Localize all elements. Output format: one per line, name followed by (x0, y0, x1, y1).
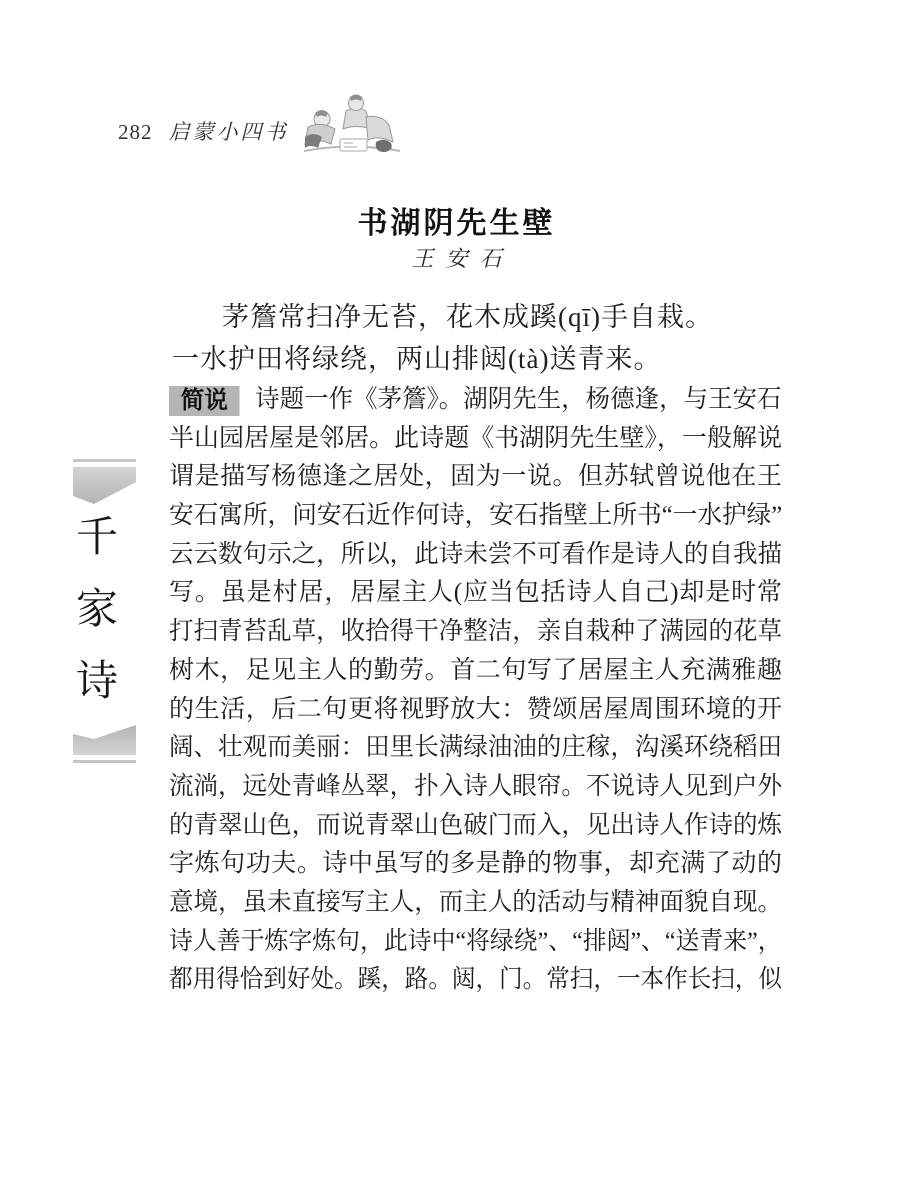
sidebar-bottom-rule (73, 760, 136, 763)
commentary-line: 的生活，后二句更将视野放大：赞颂居屋周围环境的开 (169, 695, 782, 723)
poem-line-2: 一水护田将绿绕，两山排闼(tà)送青来。 (172, 344, 662, 374)
book-title: 启蒙小四书 (168, 120, 289, 144)
commentary-line (169, 381, 782, 420)
commentary-line: 树木，足见主人的勤劳。首二句写了居屋主人充满雅趣 (169, 656, 782, 684)
commentary-line: 半山园居屋是邻居。此诗题《书湖阴先生壁》，一般解说 (169, 424, 782, 452)
commentary-section (169, 381, 782, 1000)
commentary-line: 阔、壮观而美丽：田里长满绿油油的庄稼，沟溪环绕稻田 (169, 734, 783, 762)
poem-title: 书湖阴先生壁 (357, 207, 556, 240)
commentary-line: 字炼句功夫。诗中虽写的多是静的物事，却充满了动的 (169, 850, 782, 878)
commentary-line: 都用得恰到好处。蹊，路。闼，门。常扫，一本作长扫，似 (169, 966, 783, 994)
poem-author: 王安石 (411, 246, 514, 271)
sidebar-bottom-ribbon-icon (73, 723, 136, 756)
commentary-line: 打扫青苔乱草，收拾得干净整洁，亲自栽种了满园的花草 (169, 618, 783, 646)
commentary-line: 的青翠山色，而说青翠山色破门而入，见出诗人作诗的炼 (169, 811, 783, 839)
poem-line-1: 茅簷常扫净无苔，花木成蹊(qī)手自栽。 (222, 302, 713, 332)
commentary-line: 谓是描写杨德逢之居处，固为一说。但苏轼曾说他在王 (169, 463, 782, 491)
commentary-line: 安石寓所，问安石近作何诗，安石指壁上所书“一水护绿” (169, 502, 783, 530)
series-title-vertical: 千家诗 (70, 514, 116, 730)
commentary-text: 诗题一作《茅簷》。湖阴先生，杨德逢，与王安石 (255, 386, 782, 413)
commentary-line: 诗人善于炼字炼句，此诗中“将绿绕”、“排闼”、“送青来”， (169, 927, 782, 955)
page-number: 282 (118, 120, 153, 144)
children-writing-illustration-icon (296, 93, 408, 159)
sidebar-top-ribbon-icon (73, 467, 136, 505)
commentary-line: 写。虽是村居，居屋主人(应当包括诗人自己)却是时常 (169, 579, 782, 607)
sidebar-top-rule (73, 459, 136, 462)
running-head (118, 116, 289, 146)
commentary-line: 流淌，远处青峰丛翠，扑入诗人眼帘。不说诗人见到户外 (169, 772, 783, 800)
commentary-label-badge: 简说 (169, 386, 240, 416)
commentary-line: 云云数句示之，所以，此诗未尝不可看作是诗人的自我描 (169, 540, 783, 568)
commentary-line: 意境，虽未直接写主人，而主人的活动与精神面貌自现。 (169, 888, 783, 916)
poem-body (170, 296, 795, 380)
